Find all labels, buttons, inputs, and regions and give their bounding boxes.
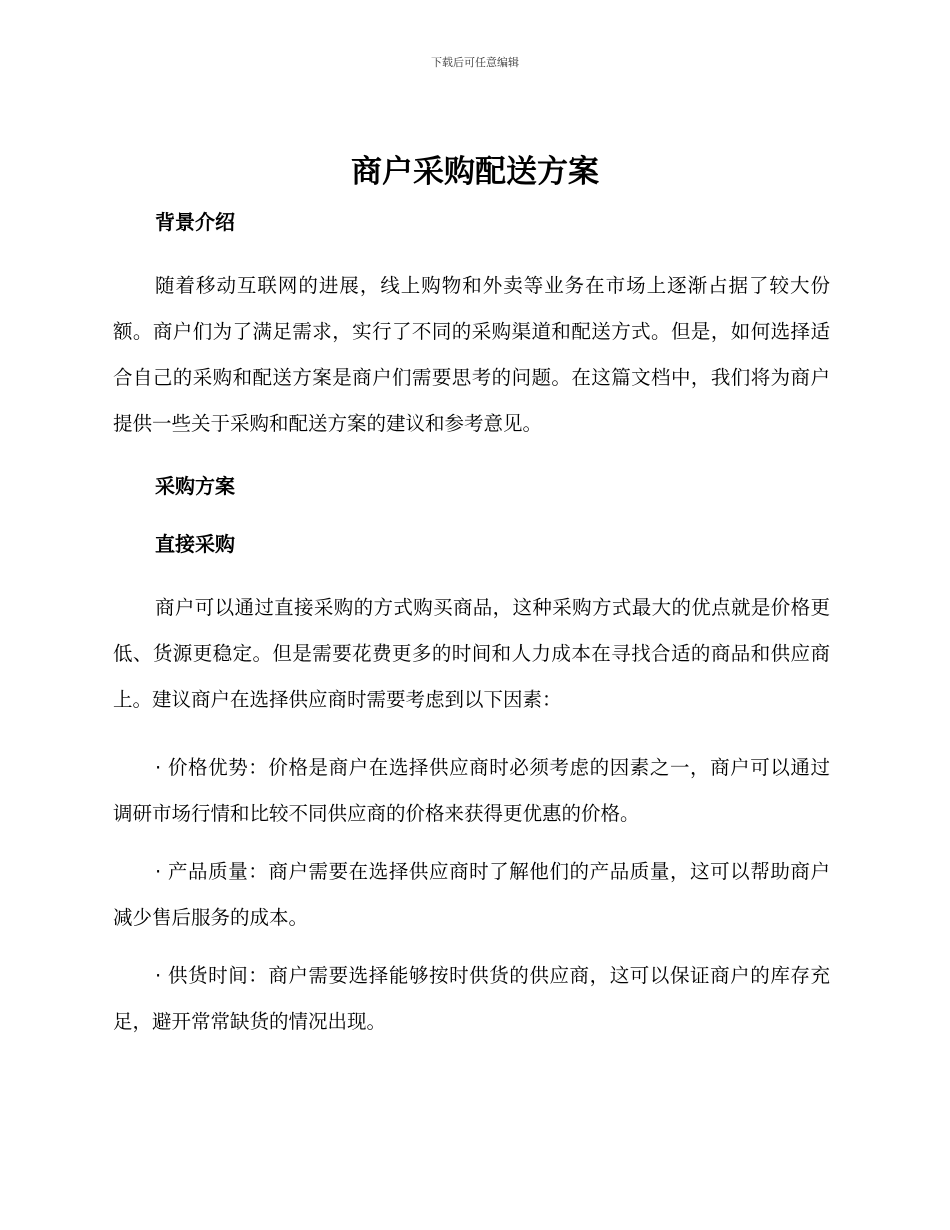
document-title: 商户采购配送方案 (351, 154, 599, 190)
bullet-price-advantage: · 价格优势：价格是商户在选择供应商时必须考虑的因素之一，商户可以通过调研市场行情和比较不同供应商的价格来获得更优惠的价格。 (113, 756, 830, 825)
spacer (113, 503, 830, 527)
bullet-delivery-time: · 供货时间：商户需要选择能够按时供货的供应商，这可以保证商户的库存充足，避开常常缺货的情况出现。 (113, 964, 830, 1033)
section-heading-background: 背景介绍 (155, 210, 235, 234)
spacer (113, 447, 830, 469)
spacer (113, 837, 830, 849)
section-heading-purchase-plan: 采购方案 (155, 474, 235, 498)
bullet-product-quality: · 产品质量：商户需要在选择供应商时了解他们的产品质量，这可以帮助商户减少售后服务的成本。 (113, 860, 830, 929)
spacer (113, 941, 830, 953)
subsection-heading-direct-purchase: 直接采购 (155, 532, 235, 556)
spacer (113, 239, 830, 263)
background-paragraph: 随着移动互联网的进展，线上购物和外卖等业务在市场上逐渐占据了较大份额。商户们为了满足需求，实行了不同的采购渠道和配送方式。但是，如何选择适合自己的采购和配送方案是商户们需要思考的问题。在这篇文档中，我们将为商户提供一些关于采购和配送方案的建议和参考意见。 (113, 274, 830, 435)
direct-purchase-paragraph: 商户可以通过直接采购的方式购买商品，这种采购方式最大的优点就是价格更低、货源更稳定。但是需要花费更多的时间和人力成本在寻找合适的商品和供应商上。建议商户在选择供应商时需要考虑到以下因素： (113, 596, 830, 711)
spacer (113, 723, 830, 745)
header-note: 下载后可任意编辑 (431, 56, 519, 69)
spacer (113, 561, 830, 585)
document-body (113, 205, 830, 1045)
